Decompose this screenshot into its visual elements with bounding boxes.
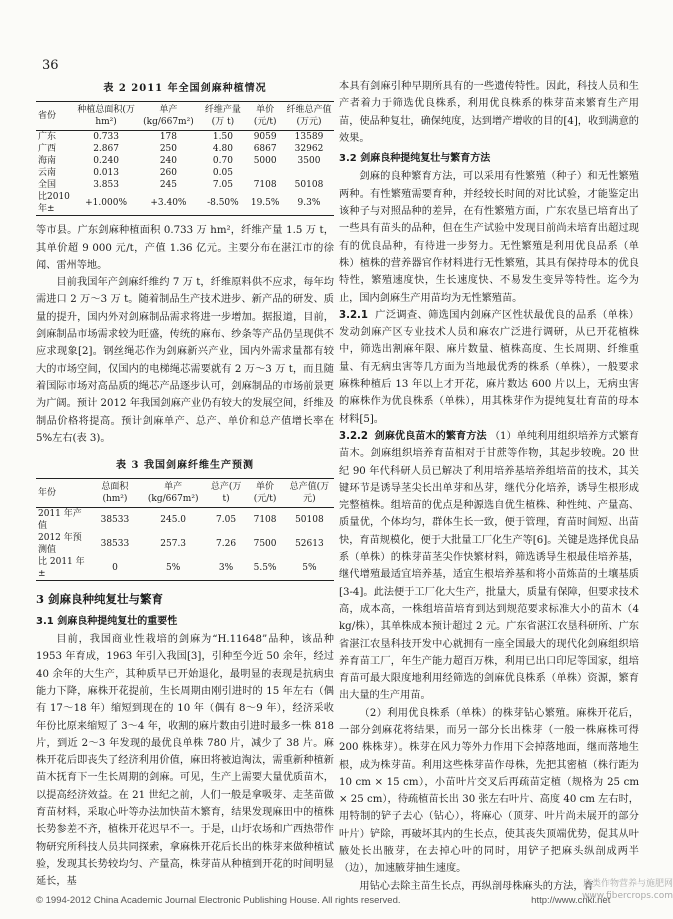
table2-cell <box>284 167 334 179</box>
section-3-2-2-paragraph <box>339 428 639 705</box>
table3-header: 总产(万 t) <box>210 482 242 505</box>
table3-cell: 38533 <box>100 539 130 550</box>
table3-cell: 2012 年预测值 <box>38 533 82 556</box>
page-number: 36 <box>42 58 59 73</box>
table3-cell: 3% <box>218 563 234 574</box>
table3-row <box>36 532 334 556</box>
table2-cell: 0.013 <box>93 168 119 179</box>
table2-cell: 0.70 <box>212 156 233 167</box>
table3-caption: 表 3 我国剑麻纤维生产预测 <box>116 460 254 472</box>
table3-header: 年份 <box>38 488 57 499</box>
table3-header: 总面积(hm²) <box>101 482 129 505</box>
section-3-2-paragraph: 剑麻的良种繁育方法，可以采用有性繁殖（种子）和无性繁殖两种。有性繁殖需要育种，并经较长时间的对比试验，才能鉴定出该种子与对照品种的差异，在有性繁殖方面，广东农垦已培育出了一些具有苗头的品种，但在生产试验中发现目前尚未培育出超过现有的优良品种，有待进一步努力。无性繁殖是利用优良品系（单株）植株的营养器官作材料进行无性繁殖，其具有保持母本的优良特性，繁殖速度快，生长速度快、不易发生变异等特性。迄今为止，国内剑麻生产用苗均为无性繁殖苗。 <box>339 171 639 304</box>
table3-cell: 2011 年产值 <box>38 509 82 532</box>
section-3-1-paragraph: 目前，我国商业性栽培的剑麻为“H.11648”品种，该品种 1953 年育成，1963 年引入我国[3]，引种至今近 50 余年，经过 40 余年的大生产，其种质早已开始退化，最明显的表现是抗病虫能力下降，麻株开花提前，生长周期由刚引进时的 15 年左右（偶有 17～18 年）缩短到现在的 10 年（偶有 8～9 年），经济采收年份比原来缩短了 3～4 年，收割的麻片数由引进时最多一株 818 片，到近 2～3 年发现的最优良单株 780 片，减少了 38 片。麻株开花后即丧失了经济利用价值，麻田将被迫淘汰，需重新种植新苗木抚育下一生长周期的剑麻。可见，生产上需要大量优质苗木，以提高经济效益。在 21 世纪之前，人们一般是拿吸芽、走茎苗做育苗材料，采取心叶等办法加快苗木繁育，结果发现麻田中的植株长势参差不齐，植株开花迟早不一。于是，山圩农场和广西热带作物研究所科技人员共同探索，拿麻株开花后长出的株芽来做种植试验，发现其长势较均匀、产量高，株芽苗从种植到开花的时间明显延长，基 <box>36 634 334 888</box>
table2-cell: 3.853 <box>93 180 119 191</box>
right-column <box>339 78 639 895</box>
table2-cell: 9.3% <box>297 198 321 209</box>
table2-cell: 7108 <box>253 180 277 191</box>
table2-cell: +1.000% <box>85 198 127 209</box>
section-3-2-2-text: （1）单纯利用组织培养方式繁育苗木。剑麻组织培养育苗相对于甘蔗等作物，其起步较晚。20 世纪 90 年代科研人员已解决了利用培养基培养组培苗的技术，其关键环节是诱导茎尖长出单芽和丛芽，继代分化培养，诱导生根形成完整植株。组培苗的优点是种源选自优生植株、种性纯、产量高、质量优，个体均匀，群体生长一致，便于管理，育苗时间短、出苗快，育苗规模化，便于大批量工厂化生产等[6]。关键是选择优良品系（单株）的株芽苗茎尖作快繁材料，筛选诱导生根最佳培养基，继代增殖最适宜培养基，适宜生根培养基和将小苗炼苗的土壤基质[3-4]。此法便于工厂化大生产，批量大，质量有保障，但要求技术高，成本高，一株组培苗培育到达到规范要求标准大小的苗木（4 kg/株），其单株成本预计超过 2 元。广东省湛江农垦科研所、广东省湛江农垦科技开发中心就拥有一座全国最大的现代化剑麻组织培养育苗工厂，年生产能力超百万株，利用已出口印尼等国家，组培育苗可最大限度地利用经筛选的剑麻优良株系（单株）资源，繁育出大量的生产用苗。 <box>339 430 639 702</box>
copyright-footer <box>36 895 610 906</box>
table2-cell: 0.733 <box>93 132 119 143</box>
table3-cell: 7500 <box>253 539 277 550</box>
table2-cell: +3.40% <box>150 198 187 209</box>
table3-cell: 7.26 <box>216 539 237 550</box>
table2-cell: 比2010 年± <box>38 192 70 215</box>
section-3-2-1-paragraph <box>339 307 639 428</box>
left-column <box>36 78 334 891</box>
table3-cell: 0 <box>112 563 118 574</box>
table2-cell: 19.5% <box>250 198 280 209</box>
table2-cell: 广东 <box>38 132 57 143</box>
section-3-2-1-number: 3.2.1 <box>339 309 369 321</box>
table2-cell: 50108 <box>294 180 324 191</box>
section-3-2-2-heading: 剑麻优良苗木的繁育方法 <box>374 430 487 442</box>
table3-cell: 7108 <box>253 515 277 526</box>
table2-cell: 1.50 <box>212 132 233 143</box>
table3-cell: 245.0 <box>160 515 187 526</box>
table2-cell: 7.05 <box>212 180 233 191</box>
table2-cell: 云南 <box>38 168 57 179</box>
left-paragraph: 等市县。广东剑麻种植面积 0.733 万 hm²，纤维产量 1.5 万 t，其单价超 9 000 元/t，产值 1.36 亿元。主要分布在湛江市的徐闻、雷州等地。 <box>36 225 334 271</box>
table3-row <box>36 508 334 533</box>
right-intro-paragraph: 本具有剑麻引种早期所具有的一些遗传特性。因此，科技人员和生产者着力于筛选优良株系，利用优良株系的株芽苗来繁育生产用苗，使品种复壮，确保纯度，达到增产增收的目的[4]，收到满意的效果。 <box>339 81 639 144</box>
table3-cell: 38533 <box>100 515 130 526</box>
table2-header: 省份 <box>38 111 57 122</box>
table2-cell: 260 <box>159 168 177 179</box>
table2-row <box>36 143 334 155</box>
table2-header-row <box>36 102 334 131</box>
table2-cell: 广西 <box>38 144 57 155</box>
table2-cell: 178 <box>159 132 177 143</box>
section-3-2-title: 3.2 剑麻良种提纯复壮与繁育方法 <box>339 153 491 165</box>
section-3-2-1-text: 广泛调查、筛选国内剑麻产区性状最优良的品系（单株） 发动剑麻产区专业技术人员和麻农广泛进行调研，从已开花植株中，筛选出割麻年限、麻片数量、植株高度、生长周期、纤维重量、有无病虫害等几方面为当地最优秀的株系（单株），一般要求麻株种植后 13 年以上才开花，麻片数达 600 片以上，无病虫害的麻株作为优良株系（单株），用其株芽作为提纯复壮育苗的母本材料[5]。 <box>339 309 639 425</box>
table2-cell: 6867 <box>253 144 277 155</box>
table2-cell: 13589 <box>294 132 324 143</box>
table2-cell: 250 <box>159 144 177 155</box>
table2-cell: 245 <box>159 180 177 191</box>
table3-header: 单产(kg/667m²) <box>147 482 199 505</box>
table2-cell: 海南 <box>38 156 57 167</box>
table3-cell: 52613 <box>295 539 324 550</box>
table2-caption: 表 2 2011 年全国剑麻种植情况 <box>103 83 267 94</box>
table2-cell: 0.05 <box>212 168 233 179</box>
section-3-2-2-paragraph-2: （2）利用优良株系（单株）的株芽钻心繁殖。麻株开花后，一部分剑麻花将结果，而另一部分长出株芽（一般一株麻株可得 200 株株芽）。株芽在风力等外力作用下会掉落地面，继而落地生根，成为株芽苗。利用这些株芽苗作母株，先把其密植（株行距为 10 cm × 15 cm），小苗叶片交叉后再疏苗定植（规格为 25 cm × 25 cm），待疏植苗长出 30 张左右叶片、高度 40 cm 左右时，用特制的铲子去心（钻心），将麻心（顶芽、叶片尚未展开的部分叶片）铲除，再破坏其内的生长点，使其丧失顶端优势，促其从叶腋处长出腋芽，在去掉心叶的同时，用铲子把麻头纵剖成两半（边），加速腋芽抽生速度。 <box>339 707 639 875</box>
table2-row <box>36 191 334 216</box>
table2-header: 纤维产量(万 t) <box>204 105 241 128</box>
footer-site-link[interactable]: http://www.cnki.net <box>531 895 611 906</box>
table2 <box>36 101 334 216</box>
table3-cell: 比 2011 年± <box>38 557 85 580</box>
table2-row <box>36 155 334 167</box>
section-3-1-title: 3.1 剑麻良种提纯复壮的重要性 <box>36 615 178 627</box>
table2-row <box>36 179 334 191</box>
table2-cell: 4.80 <box>212 144 233 155</box>
footer-copyright: © 1994-2012 China Academic Journal Electronic Publishing House. All rights reserved. <box>36 895 401 906</box>
table3-row <box>36 556 334 581</box>
table2-cell: 0.240 <box>93 156 119 167</box>
section-3-2-2-paragraph-3: 用钻心去除主苗生长点，再纵剖母株麻头的方法，育 <box>359 880 594 892</box>
table2-cell: 全国 <box>38 180 57 191</box>
table2-cell: 9059 <box>253 132 277 143</box>
table3-header-row <box>36 479 334 508</box>
section-3-2-2-number: 3.2.2 <box>339 430 369 442</box>
section-3-title: 3 剑麻良种纯复壮与繁育 <box>36 592 164 607</box>
table2-cell <box>246 167 284 179</box>
table2-header: 单价(元/t) <box>253 105 277 128</box>
table2-row <box>36 167 334 179</box>
table2-cell: 240 <box>159 156 177 167</box>
table3-cell: 7.05 <box>216 515 237 526</box>
table2-header: 单产(kg/667m²) <box>143 105 194 128</box>
table2-header: 纤维总产值(万元) <box>286 105 332 128</box>
table3-cell: 257.3 <box>160 539 187 550</box>
table3-header: 单价(元/t) <box>253 482 277 505</box>
table2-cell: 32962 <box>294 144 324 155</box>
table3-cell: 5.5% <box>253 563 277 574</box>
table3-cell: 50108 <box>295 515 324 526</box>
table2-cell: -8.50% <box>207 198 239 209</box>
table2-cell: 5000 <box>253 156 277 167</box>
table3-cell: 5% <box>302 563 317 574</box>
table2-header: 种植总面积(万 hm²) <box>77 105 135 128</box>
table3-header: 总产值(万元) <box>289 482 330 505</box>
table2-row <box>36 131 334 144</box>
table2-cell: 2.867 <box>93 144 119 155</box>
left-paragraph: 目前我国年产剑麻纤维约 7 万 t，纤维原料供不应求，每年均需进口 2 万～3 万 t。随着制品生产技术进步、新产品的研发、质量的提升，国内外对剑麻制品需求将进一步增加。据报道，目前，剑麻制品市场需求较为旺盛，传统的麻布、纱条等产品仍呈现供不应求现象[2]。钢丝绳芯作为剑麻新兴产业，国内外需求量都有较大的市场空间，仅国内的电梯绳芯需要就有 2 万～3 万 t，而且随着国际市场对高品质的绳芯产品逐步认可，剑麻制品的市场前景更为广阔。预计 2012 年我国剑麻产业仍有较大的发展空间，纤维及制品价格将提高。预计剑麻单产、总产、单价和总产值增长率在 5%左右(表 3)。 <box>36 277 334 444</box>
table2-cell: 3500 <box>297 156 321 167</box>
table3-cell: 5% <box>166 563 181 574</box>
site-watermark: 麻类作物营养与施肥网 www.fibercrops.com <box>582 879 673 901</box>
table3 <box>36 478 334 581</box>
